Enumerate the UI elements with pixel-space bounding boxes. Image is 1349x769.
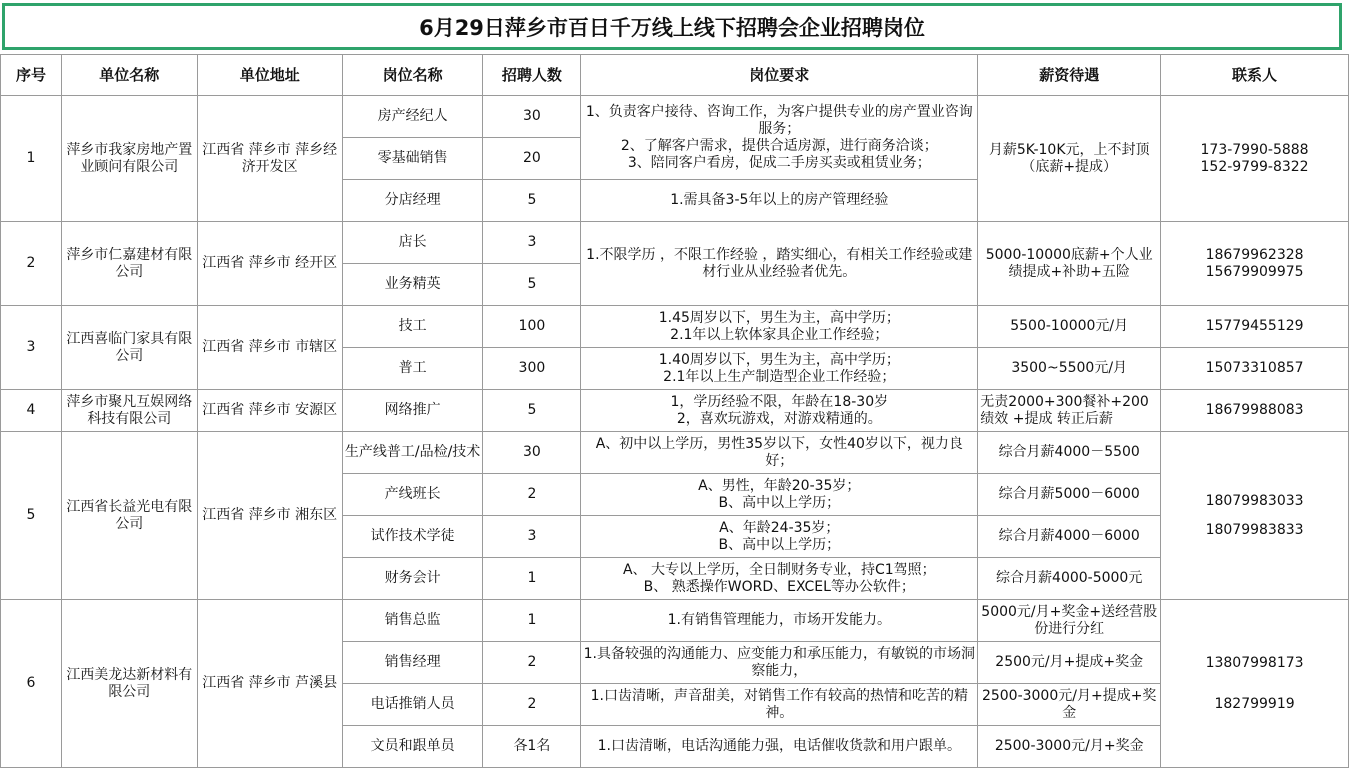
job-title: 产线班长 <box>342 474 483 516</box>
job-title: 销售总监 <box>342 600 483 642</box>
contact-phone: 18679988083 <box>1161 390 1349 432</box>
job-count: 5 <box>483 264 581 306</box>
table-row <box>1 600 1349 642</box>
job-table <box>0 54 1349 768</box>
company-address: 江西省 萍乡市 萍乡经济开发区 <box>197 96 342 222</box>
col-header-requirements: 岗位要求 <box>581 55 978 96</box>
salary: 2500元/月+提成+奖金 <box>978 642 1161 684</box>
col-header-no: 序号 <box>1 55 62 96</box>
company-name: 萍乡市我家房地产置业顾问有限公司 <box>61 96 197 222</box>
job-count: 1 <box>483 600 581 642</box>
salary: 2500-3000元/月+提成+奖金 <box>978 684 1161 726</box>
job-count: 各1名 <box>483 726 581 768</box>
contact-cell <box>1161 432 1349 600</box>
salary: 无责2000+300餐补+200绩效 +提成 转正后薪 <box>978 390 1161 432</box>
job-title: 零基础销售 <box>342 138 483 180</box>
job-count: 300 <box>483 348 581 390</box>
job-requirements: A、 大专以上学历，全日制财务专业，持C1驾照； B、 熟悉操作WORD、EXCEL等办公软件； <box>581 558 978 600</box>
job-count: 2 <box>483 642 581 684</box>
contact-phone: 152-9799-8322 <box>1200 158 1309 175</box>
company-name: 江西美龙达新材料有限公司 <box>61 600 197 768</box>
job-count: 1 <box>483 558 581 600</box>
salary: 综合月薪5000－6000 <box>978 474 1161 516</box>
table-row <box>1 390 1349 432</box>
header-row <box>1 55 1349 96</box>
job-count: 5 <box>483 180 581 222</box>
contact-phone: 18679962328 <box>1205 246 1304 263</box>
company-name: 萍乡市仁嘉建材有限公司 <box>61 222 197 306</box>
job-requirements: A、年龄24-35岁； B、高中以上学历； <box>581 516 978 558</box>
job-title: 生产线普工/品检/技术 <box>342 432 483 474</box>
job-count: 3 <box>483 516 581 558</box>
contact-phone: 13807998173 <box>1205 654 1304 671</box>
job-title: 销售经理 <box>342 642 483 684</box>
sheet-title: 6月29日萍乡市百日千万线上线下招聘会企业招聘岗位 <box>2 3 1342 50</box>
salary: 综合月薪4000-5000元 <box>978 558 1161 600</box>
row-no: 6 <box>1 600 62 768</box>
salary: 综合月薪4000－5500 <box>978 432 1161 474</box>
table-row <box>1 96 1349 138</box>
col-header-count: 招聘人数 <box>483 55 581 96</box>
salary: 月薪5K-10K元，上不封顶（底薪+提成） <box>978 96 1161 222</box>
job-title: 分店经理 <box>342 180 483 222</box>
job-title: 网络推广 <box>342 390 483 432</box>
job-requirements: A、初中以上学历，男性35岁以下，女性40岁以下，视力良好； <box>581 432 978 474</box>
company-address: 江西省 萍乡市 芦溪县 <box>197 600 342 768</box>
row-no: 4 <box>1 390 62 432</box>
job-count: 3 <box>483 222 581 264</box>
job-count: 30 <box>483 432 581 474</box>
job-title: 业务精英 <box>342 264 483 306</box>
contact-phone: 18079983833 <box>1205 521 1304 538</box>
job-count: 100 <box>483 306 581 348</box>
job-requirements: 1.有销售管理能力，市场开发能力。 <box>581 600 978 642</box>
row-no: 5 <box>1 432 62 600</box>
job-count: 2 <box>483 684 581 726</box>
company-address: 江西省 萍乡市 市辖区 <box>197 306 342 390</box>
salary: 5000元/月+奖金+送经营股份进行分红 <box>978 600 1161 642</box>
job-requirements: 1.45周岁以下，男生为主，高中学历； 2.1年以上软体家具企业工作经验； <box>581 306 978 348</box>
job-requirements: 1，学历经验不限，年龄在18-30岁 2，喜欢玩游戏，对游戏精通的。 <box>581 390 978 432</box>
contact-phone: 18079983033 <box>1205 492 1304 509</box>
col-header-company: 单位名称 <box>61 55 197 96</box>
job-requirements: A、男性，年龄20-35岁； B、高中以上学历； <box>581 474 978 516</box>
job-requirements: 1.需具备3-5年以上的房产管理经验 <box>581 180 978 222</box>
contact-phone: 173-7990-5888 <box>1200 141 1309 158</box>
job-requirements: 1.口齿清晰，电话沟通能力强，电话催收货款和用户跟单。 <box>581 726 978 768</box>
table-row <box>1 222 1349 264</box>
company-name: 萍乡市聚凡互娱网络科技有限公司 <box>61 390 197 432</box>
salary: 3500~5500元/月 <box>978 348 1161 390</box>
company-name: 江西喜临门家具有限公司 <box>61 306 197 390</box>
row-no: 2 <box>1 222 62 306</box>
contact-phone: 15779455129 <box>1161 306 1349 348</box>
job-title: 普工 <box>342 348 483 390</box>
job-title: 试作技术学徒 <box>342 516 483 558</box>
contact-phone: 182799919 <box>1214 695 1295 712</box>
job-title: 文员和跟单员 <box>342 726 483 768</box>
contact-phone: 15679909975 <box>1205 263 1304 280</box>
job-requirements: 1.具备较强的沟通能力、应变能力和承压能力，有敏锐的市场洞察能力， <box>581 642 978 684</box>
company-address: 江西省 萍乡市 湘东区 <box>197 432 342 600</box>
salary: 2500-3000元/月+奖金 <box>978 726 1161 768</box>
contact-cell <box>1161 222 1349 306</box>
company-address: 江西省 萍乡市 经开区 <box>197 222 342 306</box>
job-requirements: 1、负责客户接待、咨询工作，为客户提供专业的房产置业咨询服务； 2、了解客户需求，提供合适房源，进行商务洽谈； 3、陪同客户看房，促成二手房买卖或租赁业务； <box>581 96 978 180</box>
job-count: 30 <box>483 96 581 138</box>
contact-cell <box>1161 96 1349 222</box>
table-row <box>1 432 1349 474</box>
job-requirements: 1.不限学历 ，不限工作经验 ，踏实细心，有相关工作经验或建材行业从业经验者优先。 <box>581 222 978 306</box>
row-no: 3 <box>1 306 62 390</box>
job-requirements: 1.口齿清晰，声音甜美，对销售工作有较高的热情和吃苦的精神。 <box>581 684 978 726</box>
job-title: 店长 <box>342 222 483 264</box>
company-address: 江西省 萍乡市 安源区 <box>197 390 342 432</box>
col-header-salary: 薪资待遇 <box>978 55 1161 96</box>
col-header-contact: 联系人 <box>1161 55 1349 96</box>
contact-cell <box>1161 600 1349 768</box>
job-title: 技工 <box>342 306 483 348</box>
job-count: 2 <box>483 474 581 516</box>
job-requirements: 1.40周岁以下，男生为主，高中学历； 2.1年以上生产制造型企业工作经验； <box>581 348 978 390</box>
company-name: 江西省长益光电有限公司 <box>61 432 197 600</box>
table-row <box>1 306 1349 348</box>
job-count: 5 <box>483 390 581 432</box>
row-no: 1 <box>1 96 62 222</box>
contact-phone: 15073310857 <box>1161 348 1349 390</box>
salary: 5000-10000底薪+个人业绩提成+补助+五险 <box>978 222 1161 306</box>
job-count: 20 <box>483 138 581 180</box>
col-header-position: 岗位名称 <box>342 55 483 96</box>
job-title: 电话推销人员 <box>342 684 483 726</box>
job-title: 财务会计 <box>342 558 483 600</box>
col-header-address: 单位地址 <box>197 55 342 96</box>
salary: 综合月薪4000－6000 <box>978 516 1161 558</box>
salary: 5500-10000元/月 <box>978 306 1161 348</box>
job-title: 房产经纪人 <box>342 96 483 138</box>
